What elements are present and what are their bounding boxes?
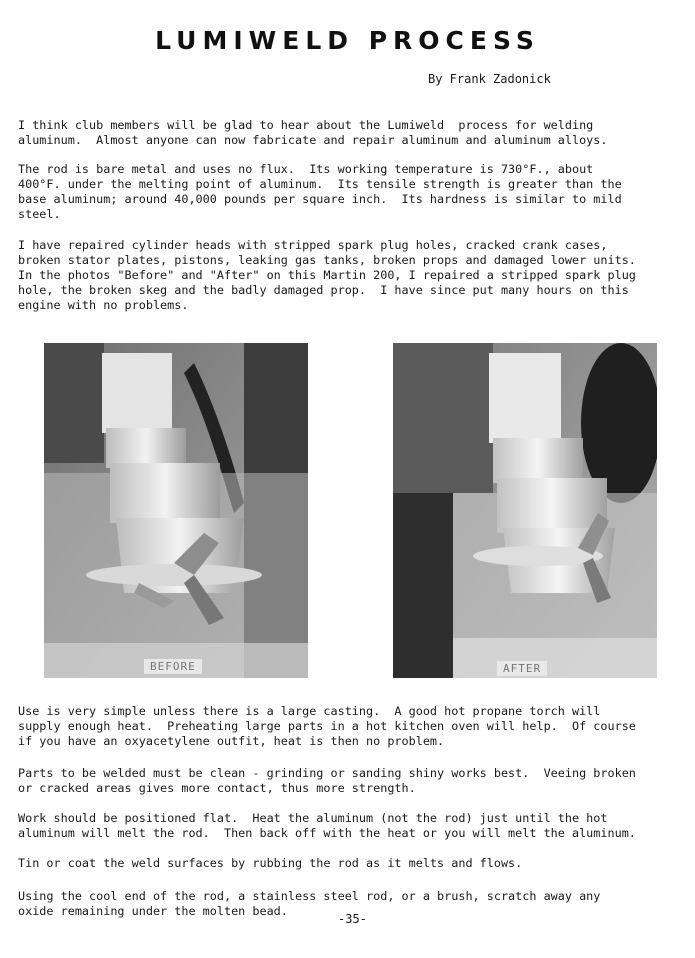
text-line: Use is very simple unless there is a large casting. A good hot propane torch will — [18, 704, 601, 718]
clean-paragraph — [18, 766, 690, 796]
outboard-motor-after-illustration — [393, 343, 657, 678]
text-line: Work should be positioned flat. Heat the aluminum (not the rod) just until the hot — [18, 811, 608, 825]
text-line: Parts to be welded must be clean - grinding or sanding shiny works best. Veeing broken — [18, 766, 636, 780]
text-line: I think club members will be glad to hear about the Lumiweld process for welding — [18, 118, 594, 132]
intro-paragraph — [18, 118, 690, 148]
outboard-motor-before-illustration — [44, 343, 308, 678]
repairs-paragraph — [18, 238, 690, 313]
before-photo — [44, 343, 308, 678]
use-paragraph — [18, 704, 690, 749]
text-line: engine with no problems. — [18, 298, 189, 312]
page-number: -35- — [338, 912, 367, 926]
after-photo — [393, 343, 657, 678]
text-line: aluminum. Almost anyone can now fabricate and repair aluminum and aluminum alloys. — [18, 133, 608, 147]
text-line: Tin or coat the weld surfaces by rubbing the rod as it melts and flows. — [18, 856, 523, 870]
text-line: I have repaired cylinder heads with stripped spark plug holes, cracked crank cases, — [18, 238, 608, 252]
text-line: In the photos "Before" and "After" on this Martin 200, I repaired a stripped spark plug — [18, 268, 636, 282]
text-line: or cracked areas gives more contact, thus more strength. — [18, 781, 416, 795]
text-line: steel. — [18, 207, 61, 221]
text-line: hole, the broken skeg and the badly damaged prop. I have since put many hours on this — [18, 283, 629, 297]
text-line: broken stator plates, pistons, leaking gas tanks, broken props and damaged lower units. — [18, 253, 636, 267]
before-caption: BEFORE — [144, 659, 202, 674]
tin-paragraph — [18, 856, 690, 871]
text-line: Using the cool end of the rod, a stainless steel rod, or a brush, scratch away any — [18, 889, 601, 903]
page-title: LUMIWELD PROCESS — [155, 26, 540, 55]
rod-paragraph — [18, 162, 690, 222]
text-line: 400°F. under the melting point of aluminum. Its tensile strength is greater than the — [18, 177, 622, 191]
position-paragraph — [18, 811, 690, 841]
text-line: if you have an oxyacetylene outfit, heat is then no problem. — [18, 734, 445, 748]
text-line: base aluminum; around 40,000 pounds per square inch. Its hardness is similar to mild — [18, 192, 622, 206]
text-line: supply enough heat. Preheating large parts in a hot kitchen oven will help. Of course — [18, 719, 636, 733]
text-line: oxide remaining under the molten bead. — [18, 904, 288, 918]
author-byline: By Frank Zadonick — [428, 72, 551, 86]
text-line: aluminum will melt the rod. Then back off with the heat or you will melt the aluminum. — [18, 826, 636, 840]
text-line: The rod is bare metal and uses no flux. Its working temperature is 730°F., about — [18, 162, 594, 176]
after-caption: AFTER — [497, 661, 547, 676]
